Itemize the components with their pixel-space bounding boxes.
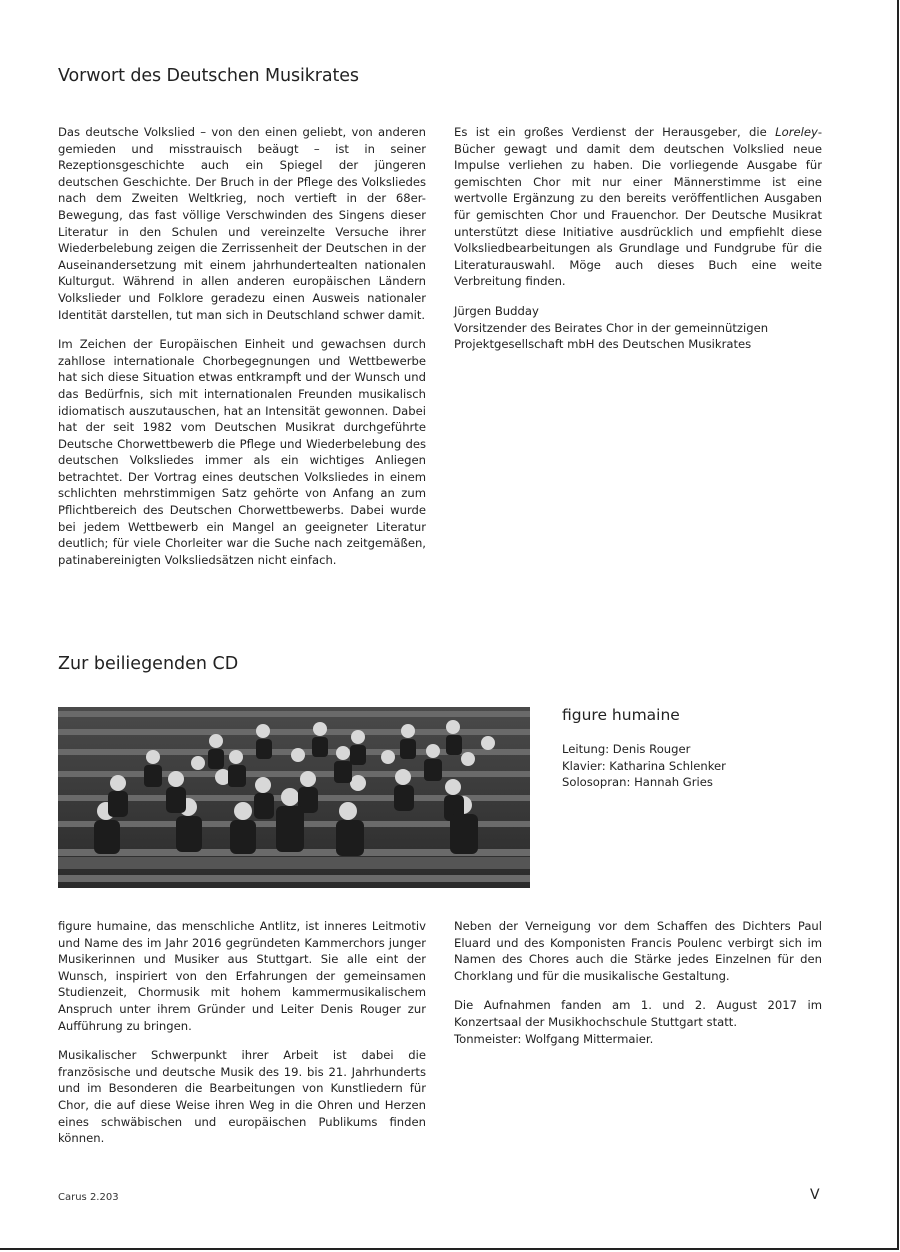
catalog-number: Carus 2.203 [58, 1192, 119, 1203]
credit-leitung: Leitung: Denis Rouger [562, 742, 691, 756]
section-title-vorwort: Vorwort des Deutschen Musikrates [58, 66, 359, 86]
vorwort-paragraph-3 [454, 124, 822, 290]
credits-list [562, 741, 726, 791]
credit-solosopran: Solosopran: Hannah Gries [562, 775, 713, 790]
cd-paragraph-1: figure humaine, das menschliche Antlitz, ist inneres Leitmotiv und Name des im Jahr 2016 gegründeten Kammerchors junger Musikerinnen und Musiker aus Stuttgart. Sie alle eint der Wunsch, inspiriert von den Erfahrungen der gemeinsamen Studienzeit, Chormusik mit hohem kammermusikalischem Anspruch unter ihrem Gründer und Leiter Denis Rouger zur Aufführung zu bringen. [58, 919, 426, 1033]
signature-block [454, 303, 822, 353]
vorwort-p3-start: Es ist ein großes Verdienst der Herausgeber, die [454, 125, 776, 139]
vorwort-paragraph-2: Im Zeichen der Europäischen Einheit und gewachsen durch zahllose internationale Chorbegegnungen und Wettbewerbe hat sich diese Situation etwas entkrampft und der Wunsch und das Bedürfnis, sich mit internationalen Freunden musikalisch idiomatisch auszutauschen, hat an Intensität gewonnen. Dabei hat der seit 1982 vom Deutschen Musikrat durchgeführte Deutsche Chorwettbewerb die Pflege und Wiederbelebung des deutschen Volksliedes immer als ein wichtiges Anliegen betrachtet. Der Vortrag eines deutschen Volksliedes in einem schlichten mehrstimmigen Satz gehörte von Anfang an zum Pflichtbereich des Deutschen Chorwettbewerbs. Dabei wurde bei jedem Wettbewerb ein Mangel an geeigneter Literatur deutlich; für viele Chorleiter war die Suche nach zeitgemäßen, patinabereinigten Volksliedsätzen nicht einfach. [58, 337, 426, 567]
vorwort-p3-rest: -Bücher gewagt und damit dem deutschen Volkslied neue Impulse verliehen zu haben. Die vorliegende Ausgabe für gemischten Chor mit nur einer Männerstimme ist eine wertvolle Ergänzung zu den bereits veröffentlichen Ausgaben für gemischten Chor und Frauenchor. Der Deutsche Musikrat unterstützt diese Initiative ausdrücklich und empfiehlt diese Volksliedbearbeitungen als Grundlage und Fundgrube für die Literaturauswahl. Möge auch dieses Buch eine weite Verbreitung finden. [454, 125, 822, 289]
signature-role-line-2: Projektgesellschaft mbH des Deutschen Musikrates [454, 337, 752, 352]
vorwort-paragraph-1: Das deutsche Volkslied – von den einen geliebt, von anderen gemieden und misstrauisch beäugt – ist in seiner Rezeptionsgeschichte auch ein Spiegel der jüngeren deutschen Geschichte. Der Bruch in der Pflege des Volksliedes nach dem Zweiten Weltkrieg, noch vertieft in der 68er-Bewegung, das fast völlige Verschwinden des Singens dieser Literatur in den Schulen und vereinzelte Versuche ihrer Wiederbelebung zeigen die Zerrissenheit der Deutschen in der Auseinandersetzung mit einem jahrhundertealten nationalen Kulturgut. Während in allen anderen europäischen Ländern Volkslieder und Folklore geradezu einen Ausweis nationaler Identität darstellen, tut man sich in Deutschland schwer damit. [58, 125, 426, 322]
choir-photo-image [58, 707, 530, 888]
cd-paragraph-2: Musikalischer Schwerpunkt ihrer Arbeit ist dabei die französische und deutsche Musik des 19. bis 21. Jahrhunderts und im Besonderen die Bearbeitungen von Kunstliedern für Chor, die auf diese Weise ihren Weg in die Ohren und Herzen eines schwäbischen und europäischen Publikums finden können. [58, 1048, 426, 1146]
cd-column-right [454, 918, 822, 1047]
loreley-italic: Loreley [775, 125, 818, 139]
credit-klavier: Klavier: Katharina Schlenker [562, 758, 726, 773]
signature-role-line-1: Vorsitzender des Beirates Chor in der gemeinnützigen [454, 320, 769, 335]
signature-name: Jürgen Budday [454, 303, 539, 318]
ensemble-name: figure humaine [562, 706, 680, 724]
section-title-cd: Zur beiliegenden CD [58, 654, 239, 674]
cd-paragraph-4-line-1: Die Aufnahmen fanden am 1. und 2. August 2017 im Konzertsaal der Musikhochschule Stuttgart statt. [454, 998, 822, 1029]
vorwort-column-left [58, 124, 426, 581]
choir-photo [58, 707, 530, 888]
cd-paragraph-4-line-2: Tonmeister: Wolfgang Mittermaier. [454, 1031, 654, 1046]
cd-column-left [58, 918, 426, 1160]
page-number: V [810, 1187, 820, 1203]
cd-paragraph-3: Neben der Verneigung vor dem Schaffen des Dichters Paul Eluard und des Komponisten Francis Poulenc verbirgt sich im Namen des Chores auch die Stärke jedes Einzelnen für den Chorklang und für die musikalische Gestaltung. [454, 919, 822, 983]
vorwort-column-right [454, 124, 822, 353]
